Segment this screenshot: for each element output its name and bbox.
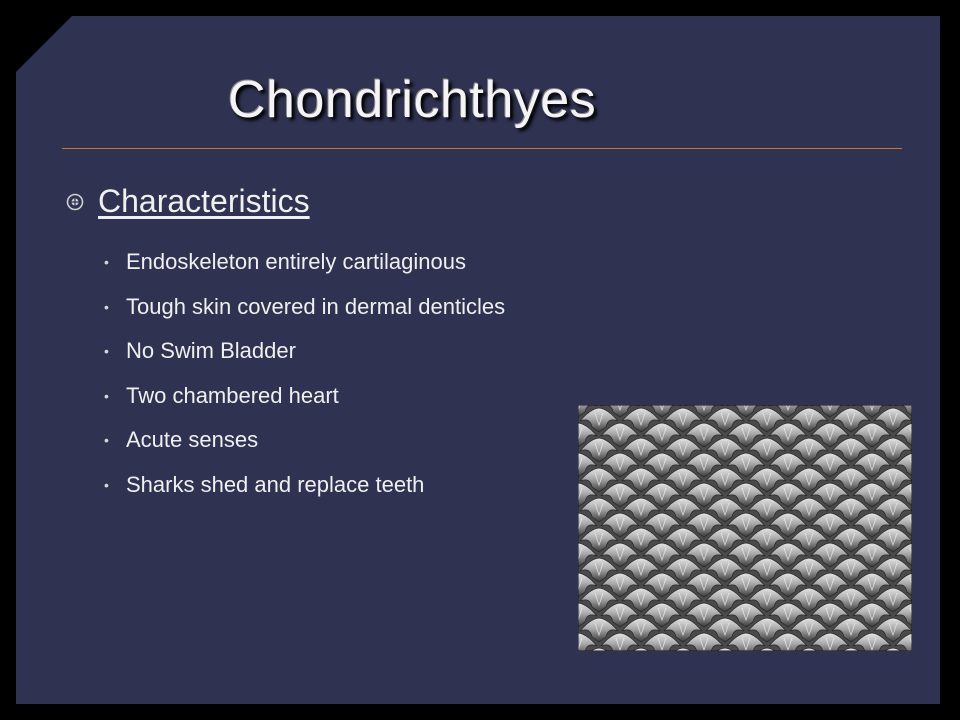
bullet-text: No Swim Bladder — [126, 338, 296, 364]
title-divider — [62, 148, 902, 149]
target-bullet-icon — [66, 193, 84, 211]
characteristics-heading: Characteristics — [98, 183, 310, 219]
dermal-denticles-photo — [578, 405, 912, 651]
bullet-item — [104, 240, 505, 285]
bullet-item — [104, 418, 505, 463]
slide-title: Chondrichthyes — [228, 71, 597, 129]
bullet-dot-icon: • — [104, 298, 109, 315]
bullet-item — [104, 374, 505, 419]
bullet-dot-icon: • — [104, 432, 109, 449]
bullet-dot-icon: • — [104, 254, 109, 271]
bullet-text: Tough skin covered in dermal denticles — [126, 293, 506, 319]
bullet-text: Two chambered heart — [126, 382, 339, 408]
bullet-text: Acute senses — [126, 427, 259, 453]
bullet-item — [104, 285, 505, 330]
heading-row — [66, 183, 310, 220]
bullet-dot-icon: • — [104, 476, 109, 493]
bullet-item — [104, 329, 505, 374]
bullet-item — [104, 463, 505, 508]
bullet-dot-icon: • — [104, 343, 109, 360]
bullet-text: Endoskeleton entirely cartilaginous — [126, 249, 466, 275]
bullet-text: Sharks shed and replace teeth — [126, 471, 425, 497]
bullet-dot-icon: • — [104, 387, 109, 404]
bullet-list — [104, 240, 505, 507]
